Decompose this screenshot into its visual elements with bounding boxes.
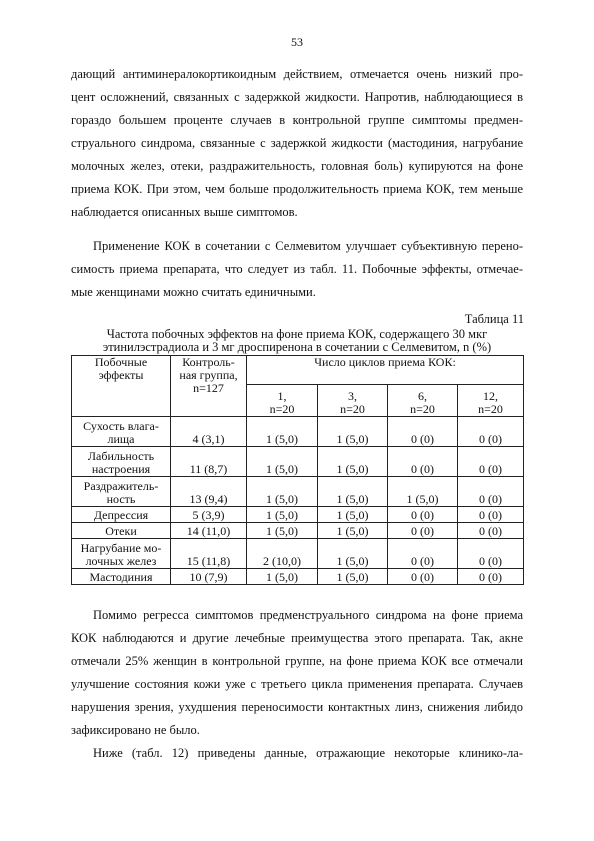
table-cell: 0 (0) xyxy=(388,417,458,447)
paragraph-1 xyxy=(71,63,523,224)
table-cell: 1 (5,0) xyxy=(318,539,388,569)
paragraph-1-line: молочных желез, отеки, раздражительность, головная боль) купируются на фоне xyxy=(71,159,523,173)
paragraph-3 xyxy=(71,604,523,742)
header-cycle: 12, n=20 xyxy=(458,385,524,417)
page-number: 53 xyxy=(291,35,303,49)
table-header-row xyxy=(72,356,524,385)
table-cell: 1 (5,0) xyxy=(247,507,318,523)
table-cell: 1 (5,0) xyxy=(318,417,388,447)
table-row xyxy=(72,507,524,523)
table-cell: 1 (5,0) xyxy=(247,447,318,477)
table-cell: 0 (0) xyxy=(388,507,458,523)
paragraph-3-line: КОК наблюдаются и другие лечебные преимущества этого препарата. Так, акне xyxy=(71,631,523,645)
paragraph-4-line: Ниже (табл. 12) приведены данные, отражающие некоторые клинико-ла- xyxy=(93,746,523,760)
header-cycle: 3, n=20 xyxy=(318,385,388,417)
row-effect: Нагрубание мо- лочных желез xyxy=(72,539,171,569)
row-effect: Мастодиния xyxy=(72,569,171,585)
table-cell: 5 (3,9) xyxy=(171,507,247,523)
row-effect: Лабильность настроения xyxy=(72,447,171,477)
paragraph-2-line: симость приема препарата, что следует из табл. 11. Побочные эффекты, отмечае- xyxy=(71,262,523,276)
header-cycle: 6, n=20 xyxy=(388,385,458,417)
table-cell: 1 (5,0) xyxy=(247,417,318,447)
table-cell: 2 (10,0) xyxy=(247,539,318,569)
table-cell: 1 (5,0) xyxy=(247,523,318,539)
table-cell: 11 (8,7) xyxy=(171,447,247,477)
table-cell: 1 (5,0) xyxy=(247,569,318,585)
table-cell: 1 (5,0) xyxy=(247,477,318,507)
table-row xyxy=(72,523,524,539)
paragraph-1-line: дающий антиминералокортикоидным действием, отмечается очень низкий про- xyxy=(71,67,523,81)
table-cell: 0 (0) xyxy=(458,417,524,447)
header-cycle: 1, n=20 xyxy=(247,385,318,417)
row-effect: Раздражитель- ность xyxy=(72,477,171,507)
table-row xyxy=(72,477,524,507)
paragraph-2-line: Применение КОК в сочетании с Селмевитом улучшает субъективную перено- xyxy=(93,239,523,253)
table-cell: 0 (0) xyxy=(458,523,524,539)
paragraph-1-line: цент осложнений, связанных с задержкой жидкости. Напротив, наблюдающиеся в xyxy=(71,90,523,104)
header-control-group: Контроль- ная группа, n=127 xyxy=(171,356,247,417)
row-effect: Отеки xyxy=(72,523,171,539)
table-cell: 0 (0) xyxy=(458,477,524,507)
table-row xyxy=(72,447,524,477)
paragraph-3-line: Помимо регресса симптомов предменструального синдрома на фоне приема xyxy=(93,608,523,622)
paragraph-4 xyxy=(71,742,523,765)
side-effects-table xyxy=(71,355,524,585)
table-cell: 13 (9,4) xyxy=(171,477,247,507)
table-cell: 0 (0) xyxy=(458,507,524,523)
paragraph-2-line: мые женщинами можно считать единичными. xyxy=(71,285,316,299)
table-title-line: Частота побочных эффектов на фоне приема КОК, содержащего 30 мкг xyxy=(106,327,488,341)
paragraph-3-line: улучшение состояния кожи уже с третьего цикла применения препарата. Случаев xyxy=(71,677,523,691)
table-cell: 1 (5,0) xyxy=(318,507,388,523)
paragraph-3-line: нарушения зрения, ухудшения переносимости контактных линз, снижения либидо xyxy=(71,700,523,714)
table-cell: 1 (5,0) xyxy=(318,477,388,507)
row-effect: Депрессия xyxy=(72,507,171,523)
paragraph-3-line: зафиксировано не было. xyxy=(71,723,200,737)
paragraph-1-line: гораздо большем проценте случаев в контрольной группе симптомы предмен- xyxy=(71,113,523,127)
table-row xyxy=(72,417,524,447)
table-cell: 0 (0) xyxy=(388,447,458,477)
table-cell: 0 (0) xyxy=(458,569,524,585)
table-cell: 15 (11,8) xyxy=(171,539,247,569)
table-cell: 0 (0) xyxy=(458,539,524,569)
table-cell: 10 (7,9) xyxy=(171,569,247,585)
table-cell: 1 (5,0) xyxy=(318,523,388,539)
paragraph-1-line: струального синдрома, связанные с задержкой жидкости (мастодиния, нагрубание xyxy=(71,136,523,150)
table-row xyxy=(72,569,524,585)
table-cell: 1 (5,0) xyxy=(388,477,458,507)
table-cell: 1 (5,0) xyxy=(318,447,388,477)
table-cell: 0 (0) xyxy=(388,539,458,569)
paragraph-3-line: отмечали 25% женщин в контрольной группе, на фоне приема КОК все отмечали xyxy=(71,654,523,668)
table-cell: 14 (11,0) xyxy=(171,523,247,539)
header-cycles-title: Число циклов приема КОК: xyxy=(247,356,524,385)
paragraph-1-line: приема КОК. При этом, чем больше продолжительность приема КОК, тем меньше xyxy=(71,182,523,196)
table-label: Таблица 11 xyxy=(464,312,524,326)
row-effect: Сухость влага- лища xyxy=(72,417,171,447)
paragraph-1-line: наблюдается описанных выше симптомов. xyxy=(71,205,298,219)
table-cell: 0 (0) xyxy=(388,569,458,585)
paragraph-2 xyxy=(71,235,523,304)
table-cell: 0 (0) xyxy=(458,447,524,477)
table-row xyxy=(72,539,524,569)
table-cell: 0 (0) xyxy=(388,523,458,539)
table-title-line: этинилэстрадиола и 3 мг дроспиренона в сочетании с Селмевитом, n (%) xyxy=(102,340,492,354)
header-effects: Побочные эффекты xyxy=(72,356,171,417)
table-cell: 1 (5,0) xyxy=(318,569,388,585)
table-cell: 4 (3,1) xyxy=(171,417,247,447)
